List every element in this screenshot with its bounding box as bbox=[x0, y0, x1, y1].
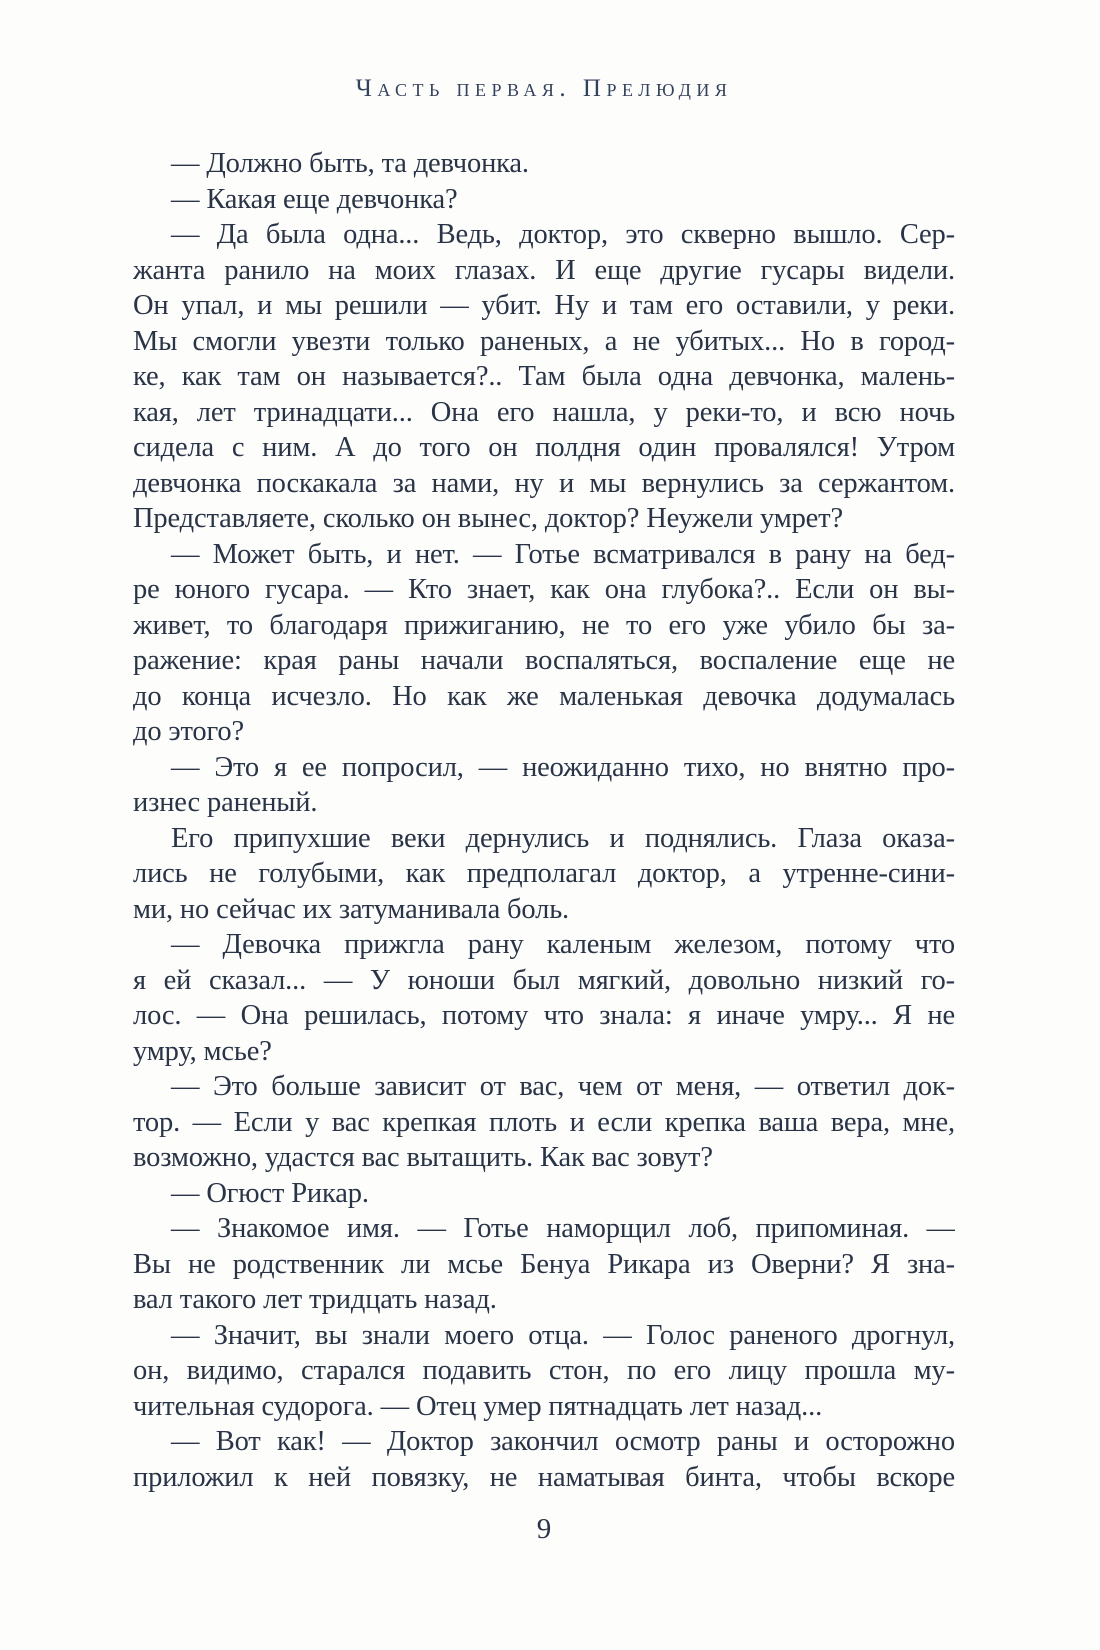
chapter-header: Часть первая. Прелюдия bbox=[355, 75, 733, 102]
text-line: сидела с ним. А до того он полдня один провалялся! Утром bbox=[133, 432, 955, 463]
text-line: чительная судорога. — Отец умер пятнадцать лет назад... bbox=[133, 1390, 823, 1422]
text-line: возможно, удастся вас вытащить. Как вас зовут? bbox=[133, 1142, 713, 1173]
text-line: до этого? bbox=[133, 716, 244, 747]
paragraph bbox=[133, 1318, 955, 1425]
text-line: — Это я ее попросил, — неожиданно тихо, но внятно про- bbox=[171, 751, 955, 783]
text-line: Представляете, сколько он вынес, доктор? Неужели умрет? bbox=[133, 503, 843, 534]
text-line: живет, то благодаря прижиганию, не то его уже убило бы за- bbox=[133, 609, 955, 641]
text-line: вал такого лет тридцать назад. bbox=[133, 1284, 497, 1315]
paragraph bbox=[133, 146, 955, 182]
text-line: девчонка поскакала за нами, ну и мы вернулись за сержантом. bbox=[133, 467, 955, 499]
text-line: ре юного гусара. — Кто знает, как она глубока?.. Если он вы- bbox=[133, 574, 955, 605]
paragraph bbox=[133, 182, 955, 218]
paragraph bbox=[133, 537, 955, 750]
text-line: лос. — Она решилась, потому что знала: я иначе умру... Я не bbox=[133, 1000, 955, 1031]
paragraph bbox=[133, 750, 955, 821]
paragraph bbox=[133, 1176, 955, 1212]
paragraph bbox=[133, 821, 955, 928]
text-line: Мы смогли увезти только раненых, а не убитых... Но в город- bbox=[133, 325, 955, 357]
text-line: Его припухшие веки дернулись и поднялись. Глаза оказа- bbox=[171, 822, 955, 854]
text-column bbox=[133, 146, 955, 1495]
text-line: ражение: края раны начали воспаляться, воспаление еще не bbox=[133, 645, 955, 676]
text-line: — Вот как! — Доктор закончил осмотр раны и осторожно bbox=[171, 1426, 955, 1457]
text-line: изнес раненый. bbox=[133, 787, 318, 818]
paragraph bbox=[133, 217, 955, 537]
text-line: — Да была одна... Ведь, доктор, это скверно вышло. Сер- bbox=[171, 219, 955, 250]
text-line: приложил к ней повязку, не наматывая бинта, чтобы вскоре bbox=[133, 1461, 955, 1493]
text-line: — Какая еще девчонка? bbox=[171, 183, 458, 215]
paragraph bbox=[133, 1211, 955, 1318]
text-line: Вы не родственник ли мсье Бенуа Рикара из Оверни? Я зна- bbox=[133, 1248, 955, 1280]
text-line: — Это больше зависит от вас, чем от меня, — ответил док- bbox=[171, 1071, 955, 1102]
text-line: жанта ранило на моих глазах. И еще другие гусары видели. bbox=[133, 254, 955, 286]
text-line: лись не голубыми, как предполагал доктор, а утренне-сини- bbox=[133, 858, 955, 889]
text-line: ми, но сейчас их затуманивала боль. bbox=[133, 893, 570, 925]
text-line: я ей сказал... — У юноши был мягкий, довольно низкий го- bbox=[133, 964, 955, 996]
text-line: он, видимо, старался подавить стон, по его лицу прошла му- bbox=[133, 1355, 955, 1386]
text-line: тор. — Если у вас крепкая плоть и если крепка ваша вера, мне, bbox=[133, 1106, 955, 1138]
text-line: — Может быть, и нет. — Готье всматривался в рану на бед- bbox=[171, 538, 955, 570]
paragraph bbox=[133, 1424, 955, 1495]
text-line: ке, как там он называется?.. Там была одна девчонка, малень- bbox=[133, 361, 955, 392]
text-line: — Девочка прижгла рану каленым железом, потому что bbox=[171, 929, 955, 960]
text-line: — Огюст Рикар. bbox=[171, 1177, 369, 1209]
page-number: 9 bbox=[536, 1513, 552, 1545]
text-line: Он упал, и мы решили — убит. Ну и там его оставили, у реки. bbox=[133, 290, 955, 321]
paragraph bbox=[133, 1069, 955, 1176]
text-line: — Знакомое имя. — Готье наморщил лоб, припоминая. — bbox=[171, 1213, 955, 1244]
text-line: — Должно быть, та девчонка. bbox=[171, 148, 529, 179]
text-line: до конца исчезло. Но как же маленькая девочка додумалась bbox=[133, 680, 955, 712]
text-line: — Значит, вы знали моего отца. — Голос раненого дрогнул, bbox=[171, 1319, 955, 1351]
text-line: кая, лет тринадцати... Она его нашла, у реки-то, и всю ночь bbox=[133, 396, 955, 428]
text-line: умру, мсье? bbox=[133, 1035, 272, 1067]
paragraph bbox=[133, 927, 955, 1069]
